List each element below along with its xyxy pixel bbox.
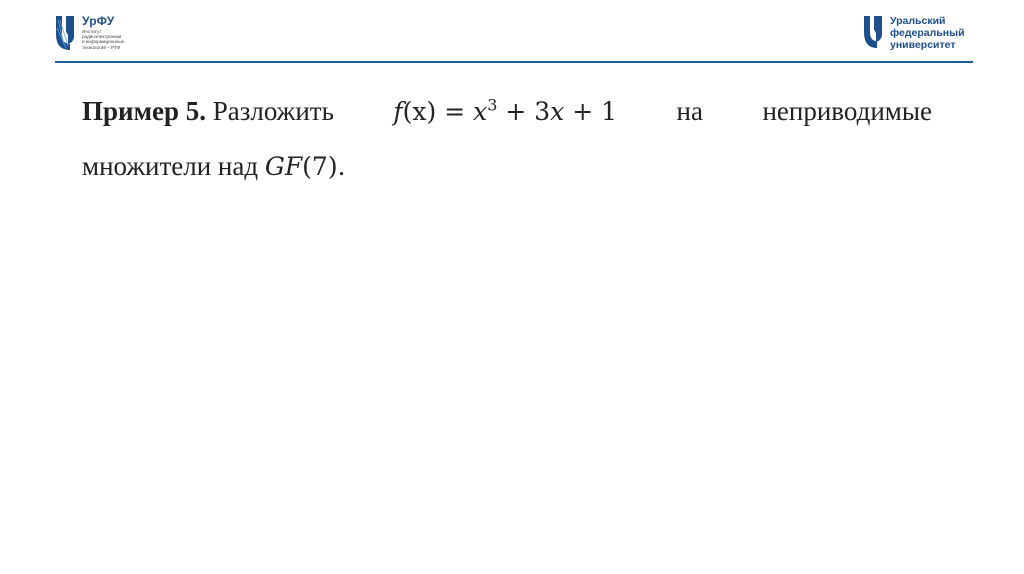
example-text bbox=[82, 84, 932, 194]
urfu-emblem-icon bbox=[54, 14, 78, 54]
task-verb: Разложить bbox=[212, 96, 334, 126]
line2-text: множители над bbox=[82, 151, 265, 181]
urfu-brand: УрФУ bbox=[82, 14, 115, 28]
example-label: Пример 5. bbox=[82, 96, 206, 126]
header-divider bbox=[55, 61, 973, 63]
urfu-university-logo bbox=[862, 14, 974, 54]
field-notation: GF(7). bbox=[264, 152, 346, 181]
word-irreducible: неприводимые bbox=[762, 96, 932, 126]
example-line-2 bbox=[82, 139, 932, 194]
polynomial-formula: $f(x) = x^3 + 3x + 1$ bbox=[393, 95, 618, 126]
urfu-emblem-icon bbox=[862, 15, 886, 51]
example-heading bbox=[82, 84, 334, 138]
urfu-irit-logo bbox=[54, 14, 144, 58]
institute-name: Институт радиоэлектроники и информационных технологий – РТФ bbox=[82, 29, 124, 50]
word-on: на bbox=[676, 96, 703, 126]
example-line-1 bbox=[82, 84, 932, 139]
university-name: Уральский федеральный университет bbox=[890, 15, 965, 51]
